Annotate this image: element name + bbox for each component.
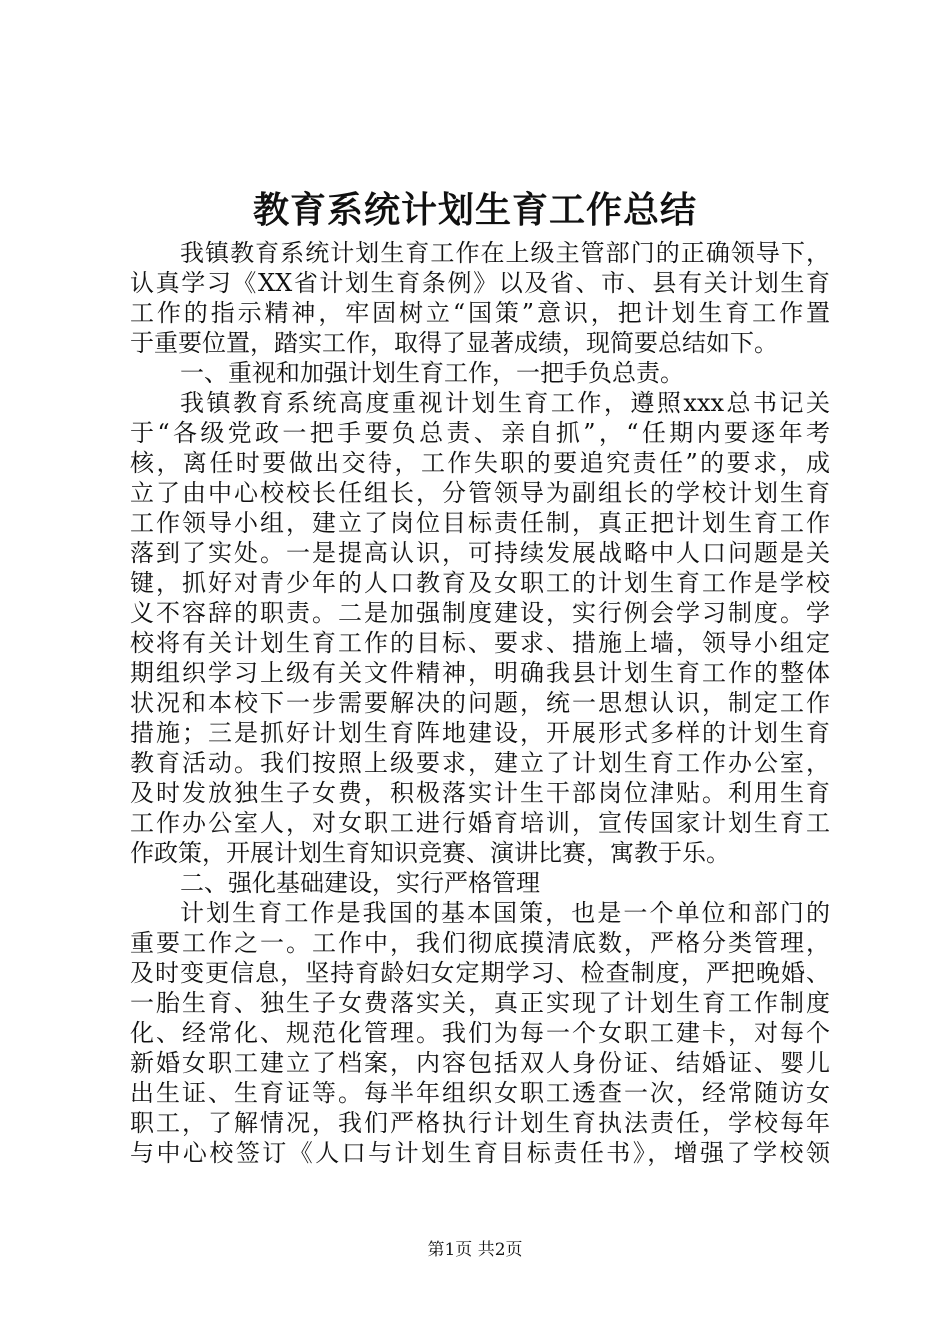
text-line: 我镇教育系统高度重视计划生育工作，遵照xxx总书记关: [180, 389, 830, 417]
text-line: 出生证、生育证等。每半年组织女职工透查一次，经常随访女: [130, 1079, 830, 1107]
text-line: 认真学习《XX省计划生育条例》以及省、市、县有关计划生育: [130, 269, 830, 297]
text-line: 工作领导小组，建立了岗位目标责任制，真正把计划生育工作: [130, 509, 830, 537]
text-line: 一胎生育、独生子女费落实关，真正实现了计划生育工作制度: [130, 989, 830, 1017]
text-line: 计划生育工作是我国的基本国策，也是一个单位和部门的: [180, 899, 830, 927]
text-line: 措施；三是抓好计划生育阵地建设，开展形式多样的计划生育: [130, 719, 830, 747]
text-line: 工作的指示精神，牢固树立“国策”意识，把计划生育工作置: [130, 299, 830, 327]
page-footer: 第1页 共2页: [427, 1240, 523, 1260]
document-title: 教育系统计划生育工作总结: [252, 189, 697, 231]
text-line: 立了由中心校校长任组长，分管领导为副组长的学校计划生育: [130, 479, 830, 507]
text-line: 状况和本校下一步需要解决的问题，统一思想认识，制定工作: [130, 689, 830, 717]
text-line: 一、重视和加强计划生育工作，一把手负总责。: [180, 359, 684, 387]
text-line: 义不容辞的职责。二是加强制度建设，实行例会学习制度。学: [130, 599, 830, 627]
text-line: 我镇教育系统计划生育工作在上级主管部门的正确领导下，: [180, 239, 830, 267]
text-line: 落到了实处。一是提高认识，可持续发展战略中人口问题是关: [130, 539, 830, 567]
text-line: 期组织学习上级有关文件精神，明确我县计划生育工作的整体: [130, 659, 830, 687]
text-line: 及时发放独生子女费，积极落实计生干部岗位津贴。利用生育: [130, 779, 830, 807]
text-line: 重要工作之一。工作中，我们彻底摸清底数，严格分类管理，: [130, 929, 830, 957]
text-line: 校将有关计划生育工作的目标、要求、措施上墙，领导小组定: [130, 629, 830, 657]
text-line: 新婚女职工建立了档案，内容包括双人身份证、结婚证、婴儿: [130, 1049, 830, 1077]
text-line: 工作办公室人，对女职工进行婚育培训，宣传国家计划生育工: [130, 809, 830, 837]
document-body: [130, 238, 830, 1168]
text-line: 职工，了解情况，我们严格执行计划生育执法责任，学校每年: [130, 1109, 830, 1137]
text-line: 教育活动。我们按照上级要求，建立了计划生育工作办公室，: [130, 749, 830, 777]
text-line: 与中心校签订《人口与计划生育目标责任书》，增强了学校领: [130, 1139, 830, 1167]
text-line: 于重要位置，踏实工作，取得了显著成绩，现简要总结如下。: [130, 329, 778, 357]
text-line: 核，离任时要做出交待，工作失职的要追究责任”的要求，成: [130, 449, 830, 477]
text-line: 于“各级党政一把手要负总责、亲自抓”，“任期内要逐年考: [130, 419, 830, 447]
text-line: 二、强化基础建设，实行严格管理: [180, 869, 540, 897]
text-line: 作政策，开展计划生育知识竞赛、演讲比赛，寓教于乐。: [130, 839, 730, 867]
text-line: 及时变更信息，坚持育龄妇女定期学习、检查制度，严把晚婚、: [130, 959, 830, 987]
text-line: 键，抓好对青少年的人口教育及女职工的计划生育工作是学校: [130, 569, 830, 597]
text-line: 化、经常化、规范化管理。我们为每一个女职工建卡，对每个: [130, 1019, 830, 1047]
